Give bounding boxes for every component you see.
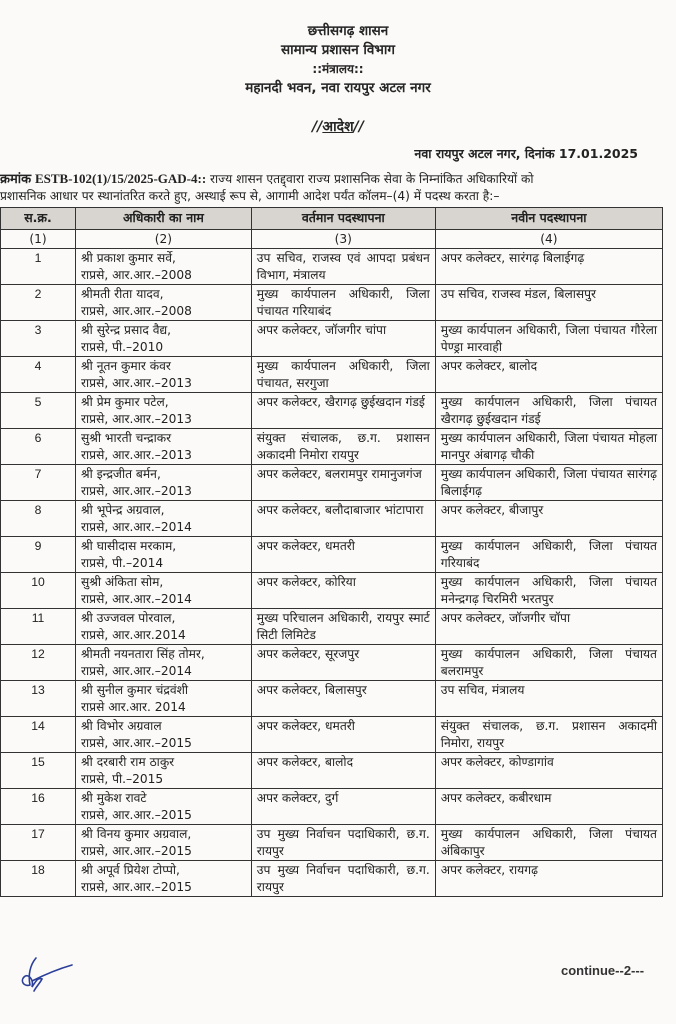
serial-number: 15 (1, 753, 76, 789)
serial-number: 8 (1, 501, 76, 537)
column-number: (3) (251, 229, 435, 249)
title-suffix: // (353, 119, 364, 135)
current-posting: अपर कलेक्टर, बलरामपुर रामानुजगंज (251, 465, 435, 501)
officer-cell (76, 825, 252, 861)
officer-name: श्री सुनील कुमार चंद्रवंशी (81, 683, 189, 697)
paragraph-line-2: प्रशासनिक आधार पर स्थानांतरित करते हुए, अस्थाई रूप से, आगामी आदेश पर्यंत कॉलम–(4) में पदस्थ करता है:– (0, 189, 500, 203)
new-posting: मुख्य कार्यपालन अधिकारी, जिला पंचायत सारंगढ़ बिलाईगढ़ (435, 465, 662, 501)
current-posting: मुख्य कार्यपालन अधिकारी, जिला पंचायत, सरगुजा (251, 357, 435, 393)
officer-service: राप्रसे, आर.आर.–2015 (81, 735, 192, 750)
current-posting: अपर कलेक्टर, जॉजगीर चांपा (251, 321, 435, 357)
current-posting: अपर कलेक्टर, धमतरी (251, 717, 435, 753)
officer-service: राप्रसे, आर.आर.–2013 (81, 411, 192, 426)
new-posting: अपर कलेक्टर, रायगढ़ (435, 861, 662, 897)
column-number: (4) (435, 229, 662, 249)
table-row (1, 789, 663, 825)
title-prefix: // (312, 119, 323, 135)
serial-number: 4 (1, 357, 76, 393)
new-posting: उप सचिव, राजस्व मंडल, बिलासपुर (435, 285, 662, 321)
paragraph-text-1: राज्य शासन एतद्द्वारा राज्य प्रशासनिक सेवा के निम्नांकित अधिकारियों को (210, 172, 534, 186)
officer-name: श्री नूतन कुमार कंवर (81, 359, 171, 373)
officer-name: श्री विभोर अग्रवाल (81, 719, 162, 733)
transfer-table (0, 207, 663, 897)
table-row (1, 285, 663, 321)
reference-label: क्रमांक (0, 171, 32, 186)
officer-cell (76, 609, 252, 645)
serial-number: 12 (1, 645, 76, 681)
serial-number: 11 (1, 609, 76, 645)
officer-service: राप्रसे आर.आर. 2014 (81, 699, 186, 714)
current-posting: अपर कलेक्टर, बलौदाबाजार भांटापारा (251, 501, 435, 537)
office-address: महानदी भवन, नवा रायपुर अटल नगर (245, 80, 431, 96)
current-posting: अपर कलेक्टर, कोरिया (251, 573, 435, 609)
table-row (1, 573, 663, 609)
table-row (1, 861, 663, 897)
header-serial: स.क्र. (1, 208, 76, 230)
serial-number: 9 (1, 537, 76, 573)
current-posting: अपर कलेक्टर, बिलासपुर (251, 681, 435, 717)
new-posting: मुख्य कार्यपालन अधिकारी, जिला पंचायत बलरामपुर (435, 645, 662, 681)
officer-service: राप्रसे, पी.–2010 (81, 339, 164, 354)
new-posting: अपर कलेक्टर, कबीरधाम (435, 789, 662, 825)
header-current-posting: वर्तमान पदस्थापना (251, 208, 435, 230)
current-posting: उप मुख्य निर्वाचन पदाधिकारी, छ.ग. रायपुर (251, 825, 435, 861)
current-posting: अपर कलेक्टर, सूरजपुर (251, 645, 435, 681)
paragraph-line-1 (0, 170, 676, 188)
serial-number: 13 (1, 681, 76, 717)
serial-number: 7 (1, 465, 76, 501)
title-text: आदेश (322, 119, 354, 135)
officer-cell (76, 501, 252, 537)
officer-name: श्री इन्द्रजीत बर्मन, (81, 467, 161, 481)
officer-service: राप्रसे, आर.आर.–2008 (81, 267, 192, 282)
table-row (1, 357, 663, 393)
officer-cell (76, 681, 252, 717)
serial-number: 10 (1, 573, 76, 609)
serial-number: 17 (1, 825, 76, 861)
serial-number: 1 (1, 249, 76, 285)
officer-service: राप्रसे, आर.आर.–2015 (81, 807, 192, 822)
current-posting: अपर कलेक्टर, बालोद (251, 753, 435, 789)
letterhead (0, 22, 676, 98)
officer-service: राप्रसे, आर.आर.–2015 (81, 879, 192, 894)
serial-number: 5 (1, 393, 76, 429)
officer-cell (76, 789, 252, 825)
current-posting: अपर कलेक्टर, खैरागढ़ छुईखदान गंडई (251, 393, 435, 429)
new-posting: अपर कलेक्टर, सारंगढ़ बिलाईगढ़ (435, 249, 662, 285)
current-posting: उप सचिव, राजस्व एवं आपदा प्रबंधन विभाग, मंत्रालय (251, 249, 435, 285)
serial-number: 16 (1, 789, 76, 825)
officer-cell (76, 861, 252, 897)
new-posting: अपर कलेक्टर, बालोद (435, 357, 662, 393)
new-posting: मुख्य कार्यपालन अधिकारी, जिला पंचायत गरियाबंद (435, 537, 662, 573)
officer-name: श्रीमती रीता यादव, (81, 287, 164, 301)
officer-name: श्री भूपेन्द्र अग्रवाल, (81, 503, 165, 517)
current-posting: मुख्य कार्यपालन अधिकारी, जिला पंचायत गरियाबंद (251, 285, 435, 321)
serial-number: 3 (1, 321, 76, 357)
officer-service: राप्रसे, आर.आर.–2015 (81, 843, 192, 858)
officer-service: राप्रसे, आर.आर.–2014 (81, 591, 192, 606)
officer-service: राप्रसे, आर.आर.–2013 (81, 483, 192, 498)
signature-icon (14, 955, 76, 995)
place-date: नवा रायपुर अटल नगर, दिनांक 17.01.2025 (414, 146, 638, 161)
officer-cell (76, 753, 252, 789)
reference-number: ESTB-102(1)/15/2025-GAD-4:: (34, 171, 207, 186)
column-number-row (1, 229, 663, 249)
officer-service: राप्रसे, आर.आर.–2013 (81, 447, 192, 462)
new-posting: मुख्य कार्यपालन अधिकारी, जिला पंचायत खैरागढ़ छुईखदान गंडई (435, 393, 662, 429)
ministry-label: ::मंत्रालय:: (312, 62, 364, 76)
officer-name: श्रीमती नयनतारा सिंह तोमर, (81, 647, 205, 661)
officer-name: श्री प्रेम कुमार पटेल, (81, 395, 169, 409)
header-new-posting: नवीन पदस्थापना (435, 208, 662, 230)
table-row (1, 717, 663, 753)
new-posting: अपर कलेक्टर, कोण्डागांव (435, 753, 662, 789)
serial-number: 2 (1, 285, 76, 321)
new-posting: मुख्य कार्यपालन अधिकारी, जिला पंचायत मोहला मानपुर अंबागढ़ चौकी (435, 429, 662, 465)
table-row (1, 825, 663, 861)
officer-name: श्री मुकेश रावटे (81, 791, 147, 805)
serial-number: 6 (1, 429, 76, 465)
officer-cell (76, 717, 252, 753)
table-row (1, 537, 663, 573)
new-posting: मुख्य कार्यपालन अधिकारी, जिला पंचायत मनेन्द्रगढ़ चिरमिरी भरतपुर (435, 573, 662, 609)
serial-number: 14 (1, 717, 76, 753)
officer-cell (76, 429, 252, 465)
officer-name: श्री उज्जवल पोरवाल, (81, 611, 176, 625)
officer-cell (76, 573, 252, 609)
officer-service: राप्रसे, पी.–2015 (81, 771, 164, 786)
officer-service: राप्रसे, आर.आर.–2013 (81, 375, 192, 390)
officer-name: सुश्री भारती चन्द्राकर (81, 431, 172, 445)
table-row (1, 321, 663, 357)
column-number: (2) (76, 229, 252, 249)
officer-service: राप्रसे, आर.आर.–2014 (81, 519, 192, 534)
government-name: छत्तीसगढ़ शासन (307, 23, 389, 39)
new-posting: अपर कलेक्टर, जॉजगीर चॉपा (435, 609, 662, 645)
current-posting: अपर कलेक्टर, धमतरी (251, 537, 435, 573)
officer-cell (76, 465, 252, 501)
table-row (1, 393, 663, 429)
table-row (1, 609, 663, 645)
continue-note: continue--2--- (561, 963, 645, 978)
table-row (1, 249, 663, 285)
officer-service: राप्रसे, पी.–2014 (81, 555, 164, 570)
officer-name: श्री घासीदास मरकाम, (81, 539, 177, 553)
officer-cell (76, 321, 252, 357)
current-posting: संयुक्त संचालक, छ.ग. प्रशासन अकादमी निमोरा रायपुर (251, 429, 435, 465)
new-posting: संयुक्त संचालक, छ.ग. प्रशासन अकादमी निमोरा, रायपुर (435, 717, 662, 753)
department-name: सामान्य प्रशासन विभाग (281, 42, 395, 58)
order-paragraph (0, 170, 676, 205)
officer-name: श्री प्रकाश कुमार सर्वे, (81, 251, 176, 265)
table-row (1, 429, 663, 465)
officer-name: श्री अपूर्व प्रियेश टोप्पो, (81, 863, 180, 877)
new-posting: मुख्य कार्यपालन अधिकारी, जिला पंचायत अंबिकापुर (435, 825, 662, 861)
officer-name: सुश्री अंकिता सोम, (81, 575, 164, 589)
officer-cell (76, 393, 252, 429)
officer-cell (76, 645, 252, 681)
officer-service: राप्रसे, आर.आर.2014 (81, 627, 186, 642)
header-officer-name: अधिकारी का नाम (76, 208, 252, 230)
new-posting: उप सचिव, मंत्रालय (435, 681, 662, 717)
officer-name: श्री सुरेन्द्र प्रसाद वैद्य, (81, 323, 172, 337)
officer-cell (76, 537, 252, 573)
officer-service: राप्रसे, आर.आर.–2008 (81, 303, 192, 318)
serial-number: 18 (1, 861, 76, 897)
new-posting: अपर कलेक्टर, बीजापुर (435, 501, 662, 537)
column-number: (1) (1, 229, 76, 249)
officer-cell (76, 285, 252, 321)
table-row (1, 753, 663, 789)
officer-cell (76, 249, 252, 285)
current-posting: मुख्य परिचालन अधिकारी, रायपुर स्मार्ट सिटी लिमिटेड (251, 609, 435, 645)
officer-cell (76, 357, 252, 393)
officer-name: श्री दरबारी राम ठाकुर (81, 755, 175, 769)
table-header-row (1, 208, 663, 230)
table-row (1, 501, 663, 537)
officer-name: श्री विनय कुमार अग्रवाल, (81, 827, 192, 841)
new-posting: मुख्य कार्यपालन अधिकारी, जिला पंचायत गौरेला पेण्ड्रा मारवाही (435, 321, 662, 357)
table-row (1, 465, 663, 501)
current-posting: उप मुख्य निर्वाचन पदाधिकारी, छ.ग. रायपुर (251, 861, 435, 897)
table-row (1, 645, 663, 681)
table-row (1, 681, 663, 717)
officer-service: राप्रसे, आर.आर.–2014 (81, 663, 192, 678)
current-posting: अपर कलेक्टर, दुर्ग (251, 789, 435, 825)
order-title (0, 117, 676, 136)
